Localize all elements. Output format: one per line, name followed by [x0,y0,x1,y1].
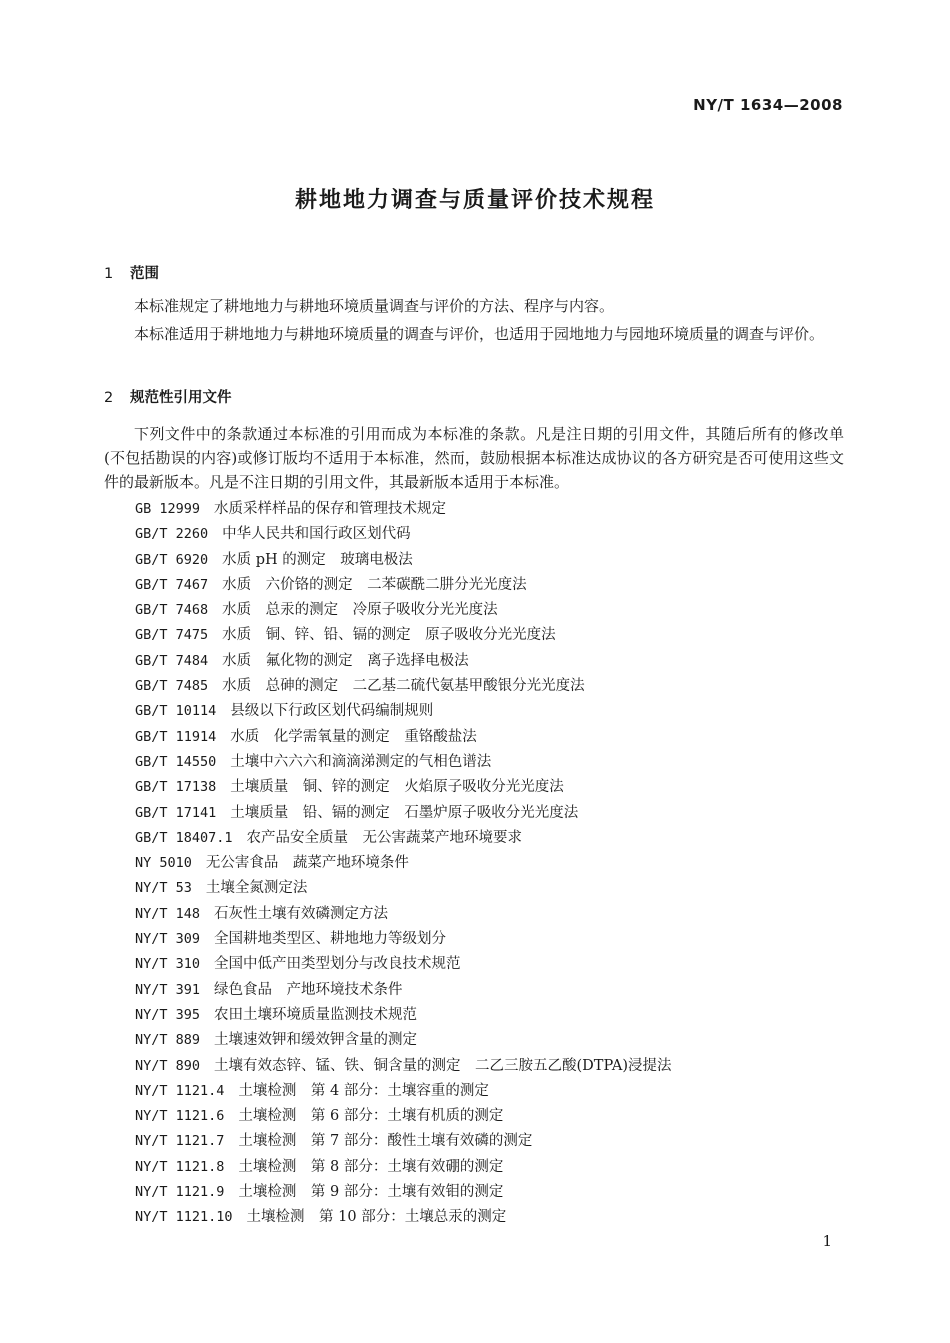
reference-item [135,876,672,901]
reference-item [135,978,672,1003]
reference-item [135,497,672,522]
reference-title: 水质 六价铬的测定 二苯碳酰二肼分光光度法 [222,576,527,593]
reference-title: 无公害食品 蔬菜产地环境条件 [205,855,409,872]
standard-number: NY/T 1634—2008 [693,96,843,114]
reference-code: NY/T 1121.6 [135,1108,225,1125]
reference-code: GB/T 7475 [135,627,209,644]
reference-title: 土壤质量 铅、镉的测定 石墨炉原子吸收分光光度法 [230,804,579,821]
reference-title: 土壤中六六六和滴滴涕测定的气相色谱法 [230,753,492,770]
reference-code: NY/T 309 [135,931,201,948]
reference-title: 全国耕地类型区、耕地地力等级划分 [214,931,447,948]
reference-item [135,851,672,876]
reference-code: GB/T 6920 [135,551,209,568]
reference-title: 农田土壤环境质量监测技术规范 [214,1006,418,1023]
reference-code: NY/T 889 [135,1032,201,1049]
reference-title: 土壤检测 第 8 部分：土壤有效硼的测定 [238,1158,504,1175]
reference-item [135,598,672,623]
reference-code: NY/T 1121.4 [135,1082,225,1099]
reference-title: 水质 化学需氧量的测定 重铬酸盐法 [230,728,477,745]
reference-code: GB/T 17138 [135,779,217,796]
reference-item [135,674,672,699]
reference-item [135,1205,672,1230]
reference-item [135,902,672,927]
reference-list [135,497,672,1231]
reference-code: GB/T 7485 [135,678,209,695]
reference-title: 全国中低产田类型划分与改良技术规范 [214,956,461,973]
reference-title: 水质 pH 的测定 玻璃电极法 [222,551,413,568]
reference-title: 县级以下行政区划代码编制规则 [230,703,434,720]
reference-title: 石灰性土壤有效磷测定方法 [214,905,389,922]
reference-code: NY/T 890 [135,1057,201,1074]
reference-title: 土壤全氮测定法 [205,880,308,897]
reference-code: NY/T 53 [135,880,192,897]
reference-item [135,1129,672,1154]
reference-title: 土壤有效态锌、锰、铁、铜含量的测定 二乙三胺五乙酸(DTPA)浸提法 [214,1057,672,1074]
reference-code: GB/T 18407.1 [135,829,233,846]
reference-item [135,1054,672,1079]
reference-title: 土壤检测 第 7 部分：酸性土壤有效磷的测定 [238,1133,533,1150]
reference-title: 水质 总砷的测定 二乙基二硫代氨基甲酸银分光光度法 [222,678,585,695]
section-2-title: 规范性引用文件 [130,390,232,406]
reference-title: 绿色食品 产地环境技术条件 [214,981,403,998]
section-1-paragraph-1: 本标准规定了耕地地力与耕地环境质量调查与评价的方法、程序与内容。 [134,297,615,315]
reference-item [135,927,672,952]
reference-code: GB/T 11914 [135,728,217,745]
reference-title: 土壤检测 第 6 部分：土壤有机质的测定 [238,1108,504,1125]
reference-code: NY/T 148 [135,905,201,922]
reference-item [135,775,672,800]
reference-item [135,522,672,547]
reference-code: GB 12999 [135,501,201,517]
reference-code: GB/T 2260 [135,526,209,543]
reference-item [135,826,672,851]
reference-item [135,1180,672,1205]
reference-code: NY/T 391 [135,981,201,998]
reference-title: 中华人民共和国行政区划代码 [222,526,411,543]
section-2-intro: 下列文件中的条款通过本标准的引用而成为本标准的条款。凡是注日期的引用文件，其随后所有的修改单(不包括勘误的内容)或修订版均不适用于本标准，然而，鼓励根据本标准达成协议的各方研究是否可使用这些文件的最新版本。凡是不注日期的引用文件，其最新版本适用于本标准。 [104,425,844,491]
reference-code: NY/T 1121.10 [135,1209,233,1226]
reference-code: GB/T 17141 [135,804,217,821]
section-1-paragraph-2: 本标准适用于耕地地力与耕地环境质量的调查与评价，也适用于园地地力与园地环境质量的调查与评价。 [134,325,825,343]
section-2-number: 2 [104,390,114,406]
reference-item [135,1155,672,1180]
reference-title: 土壤检测 第 9 部分：土壤有效钼的测定 [238,1184,504,1201]
reference-title: 水质 铜、锌、铅、镉的测定 原子吸收分光光度法 [222,627,556,644]
reference-item [135,699,672,724]
reference-code: GB/T 7484 [135,652,209,669]
reference-code: NY/T 1121.8 [135,1158,225,1175]
reference-title: 农产品安全质量 无公害蔬菜产地环境要求 [246,829,523,846]
reference-title: 土壤速效钾和缓效钾含量的测定 [214,1032,418,1049]
reference-title: 水质采样样品的保存和管理技术规定 [214,501,447,517]
reference-title: 土壤质量 铜、锌的测定 火焰原子吸收分光光度法 [230,779,564,796]
reference-code: NY/T 395 [135,1006,201,1023]
reference-item [135,750,672,775]
reference-item [135,1003,672,1028]
document-title: 耕地地力调查与质量评价技术规程 [294,188,655,213]
section-2-heading [104,386,232,407]
reference-item [135,1028,672,1053]
reference-code: NY 5010 [135,855,192,872]
reference-item [135,649,672,674]
page-number: 1 [822,1232,832,1250]
reference-code: NY/T 1121.7 [135,1133,225,1150]
section-1-number: 1 [104,266,114,282]
reference-item [135,1079,672,1104]
reference-title: 水质 氟化物的测定 离子选择电极法 [222,652,469,669]
reference-code: GB/T 10114 [135,703,217,720]
reference-code: NY/T 1121.9 [135,1184,225,1201]
reference-title: 水质 总汞的测定 冷原子吸收分光光度法 [222,602,498,619]
reference-code: NY/T 310 [135,956,201,973]
reference-item [135,801,672,826]
reference-item [135,1104,672,1129]
reference-code: GB/T 7468 [135,602,209,619]
section-1-title: 范围 [130,266,159,282]
reference-item [135,548,672,573]
reference-title: 土壤检测 第 10 部分：土壤总汞的测定 [246,1209,507,1226]
section-1-heading [104,262,159,283]
reference-code: GB/T 7467 [135,576,209,593]
reference-item [135,623,672,648]
reference-item [135,952,672,977]
reference-title: 土壤检测 第 4 部分：土壤容重的测定 [238,1082,489,1099]
reference-item [135,725,672,750]
reference-code: GB/T 14550 [135,753,217,770]
reference-item [135,573,672,598]
